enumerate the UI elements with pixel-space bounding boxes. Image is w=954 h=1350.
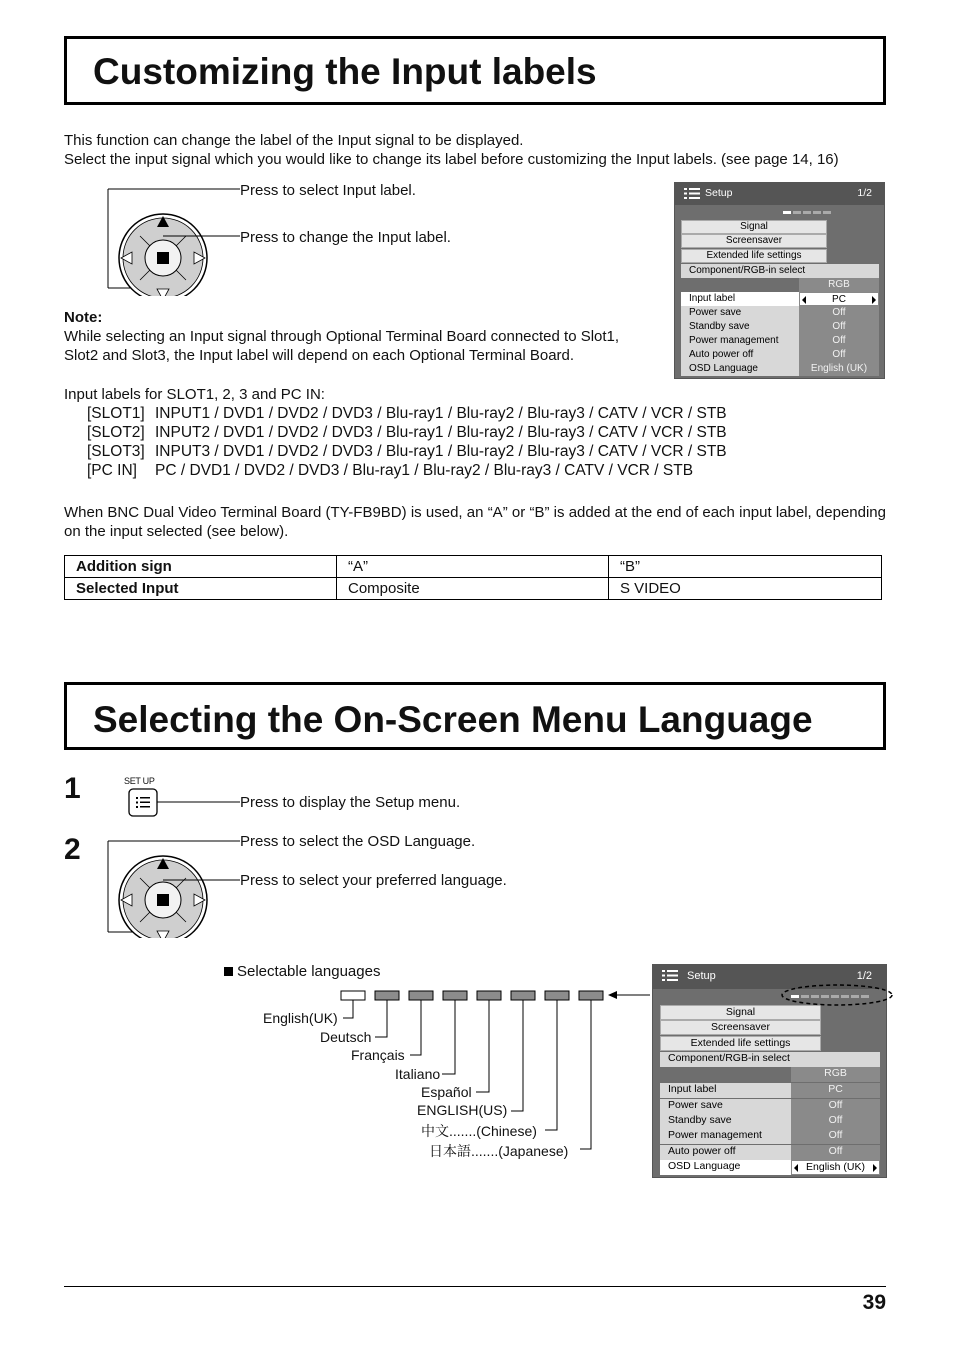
highlight-ellipse-icon: [780, 983, 894, 1007]
left-arrow-icon: [802, 296, 806, 304]
menu-row-input-label[interactable]: [660, 1083, 880, 1098]
intro-line-2: Select the input signal which you would like to change its label before customizing the Input labels. (see page 14, 16): [64, 151, 839, 168]
instr-select-osd: Press to select the OSD Language.: [240, 833, 476, 850]
menu-button-screensaver[interactable]: Screensaver: [681, 234, 827, 248]
setup-menu-input-label: [674, 182, 885, 379]
footer-rule: [64, 1286, 886, 1287]
menu-row-label: OSD Language: [681, 362, 799, 376]
menu-title: Setup: [687, 970, 716, 982]
left-arrow-icon: [794, 1164, 798, 1172]
menu-row-auto-power-off[interactable]: [660, 1145, 880, 1160]
menu-list-icon: [684, 188, 700, 199]
table-row: [65, 578, 882, 600]
menu-button-screensaver[interactable]: Screensaver: [660, 1020, 821, 1035]
section2-title-box: [64, 682, 886, 750]
table-cell: Composite: [337, 578, 609, 600]
setup-key-label: SET UP: [124, 776, 155, 786]
bnc-paragraph: When BNC Dual Video Terminal Board (TY-FB9BD) is used, an “A” or “B” is added at the end of each input label, depending on the input selected (see below).: [64, 504, 886, 540]
menu-row-osd-language[interactable]: [660, 1160, 880, 1175]
menu-row-power-save[interactable]: [660, 1099, 880, 1114]
menu-button-signal[interactable]: Signal: [660, 1005, 821, 1020]
language-label: Deutsch: [320, 1029, 372, 1045]
slot-tag: [PC IN]: [87, 462, 137, 479]
menu-row-label: Component/RGB-in select: [660, 1052, 880, 1067]
instr-change-input-label: Press to change the Input label.: [240, 229, 451, 246]
instr-select-language: Press to select your preferred language.: [240, 872, 507, 889]
menu-row-standby-save[interactable]: [660, 1114, 880, 1129]
menu-row-label: Auto power off: [660, 1145, 791, 1160]
table-cell: Selected Input: [65, 578, 337, 600]
menu-button-extended-life[interactable]: Extended life settings: [681, 249, 827, 263]
menu-row-label: Input label: [660, 1083, 791, 1098]
table-cell: S VIDEO: [609, 578, 882, 600]
table-row: [65, 556, 882, 578]
note-line-2: Slot2 and Slot3, the Input label will depend on each Optional Terminal Board.: [64, 347, 575, 364]
menu-row-osd-language[interactable]: [681, 362, 879, 376]
step-number-2: 2: [64, 833, 81, 866]
menu-row-power-management[interactable]: [660, 1129, 880, 1144]
menu-button-signal[interactable]: Signal: [681, 220, 827, 234]
language-label: 日本語.......(Japanese): [429, 1143, 569, 1159]
menu-row-power-management[interactable]: [681, 334, 879, 348]
slot-row: [87, 442, 727, 461]
menu-row-value: RGB: [791, 1067, 880, 1082]
remote-dpad-icon: [100, 184, 240, 296]
menu-page-dots: [783, 211, 831, 214]
right-arrow-icon: [873, 1164, 877, 1172]
menu-row-value: Off: [799, 306, 879, 320]
menu-row-value-text: PC: [832, 294, 846, 305]
menu-row-label: Component/RGB-in select: [681, 264, 879, 278]
menu-row-value: PC: [791, 1083, 880, 1098]
language-label: 中文.......(Chinese): [421, 1123, 537, 1139]
menu-row-input-label[interactable]: [681, 292, 879, 306]
slot-row: [87, 404, 727, 423]
table-cell: Addition sign: [65, 556, 337, 578]
language-label: Italiano: [395, 1066, 441, 1082]
menu-row-component[interactable]: [681, 264, 879, 278]
bullet-square-icon: [224, 967, 233, 976]
menu-row-value: RGB: [799, 278, 879, 292]
menu-row-value: [799, 292, 879, 306]
remote-dpad-icon: [100, 836, 240, 938]
menu-row-component-value: [681, 278, 879, 292]
menu-row-value: Off: [799, 348, 879, 362]
instr-display-setup: Press to display the Setup menu.: [240, 794, 461, 811]
menu-row-label: Power save: [660, 1099, 791, 1114]
menu-list-icon: [662, 970, 678, 981]
setup-button-icon[interactable]: [128, 788, 240, 818]
menu-row-label: Power management: [660, 1129, 791, 1144]
page-number: 39: [862, 1291, 886, 1314]
section1-title: Customizing the Input labels: [93, 51, 597, 92]
language-label: Français: [351, 1047, 405, 1063]
menu-row-label: Power save: [681, 306, 799, 320]
menu-row-value: Off: [799, 320, 879, 334]
slot-tag: [SLOT3]: [87, 443, 145, 460]
slot-values: PC / DVD1 / DVD2 / DVD3 / Blu-ray1 / Blu-ray2 / Blu-ray3 / CATV / VCR / STB: [155, 462, 694, 479]
slot-values: INPUT1 / DVD1 / DVD2 / DVD3 / Blu-ray1 / Blu-ray2 / Blu-ray3 / CATV / VCR / STB: [155, 405, 727, 422]
instr-select-input-label: Press to select Input label.: [240, 182, 416, 199]
menu-row-value: English (UK): [799, 362, 879, 376]
menu-row-label: Standby save: [681, 320, 799, 334]
language-label: ENGLISH(US): [417, 1102, 508, 1118]
note-line-1: While selecting an Input signal through Optional Terminal Board connected to Slot1,: [64, 328, 620, 345]
language-label: Español: [421, 1084, 472, 1100]
selectable-languages-heading: Selectable languages: [237, 963, 381, 980]
section1-title-box: [64, 36, 886, 105]
menu-row-value: Off: [791, 1145, 880, 1160]
language-label: English(UK): [263, 1010, 338, 1026]
slot-tag: [SLOT1]: [87, 405, 145, 422]
menu-row-label: Standby save: [660, 1114, 791, 1129]
menu-row-auto-power-off[interactable]: [681, 348, 879, 362]
menu-row-value: Off: [791, 1099, 880, 1114]
menu-row-component-value: [660, 1067, 880, 1082]
menu-page: 1/2: [856, 970, 872, 982]
slot-row: [87, 461, 693, 480]
menu-row-component[interactable]: [660, 1052, 880, 1067]
menu-row-label: OSD Language: [660, 1160, 791, 1175]
menu-page: 1/2: [857, 187, 872, 199]
menu-row-value: Off: [791, 1114, 880, 1129]
menu-header: [675, 183, 884, 205]
menu-row-label: Power management: [681, 334, 799, 348]
slot-values: INPUT2 / DVD1 / DVD2 / DVD3 / Blu-ray1 / Blu-ray2 / Blu-ray3 / CATV / VCR / STB: [155, 424, 727, 441]
menu-row-value-text: English (UK): [806, 1161, 865, 1173]
menu-row-value: Off: [799, 334, 879, 348]
labels-heading: Input labels for SLOT1, 2, 3 and PC IN:: [64, 386, 325, 403]
step-number-1: 1: [64, 772, 81, 805]
menu-row-label: Auto power off: [681, 348, 799, 362]
table-cell: “A”: [337, 556, 609, 578]
menu-row-standby-save[interactable]: [681, 320, 879, 334]
intro-line-1: This function can change the label of the Input signal to be displayed.: [64, 132, 524, 149]
addition-sign-table: [64, 555, 882, 600]
menu-row-power-save[interactable]: [681, 306, 879, 320]
right-arrow-icon: [872, 296, 876, 304]
table-cell: “B”: [609, 556, 882, 578]
section2-title: Selecting the On-Screen Menu Language: [93, 699, 813, 740]
menu-title: Setup: [705, 187, 733, 199]
slot-values: INPUT3 / DVD1 / DVD2 / DVD3 / Blu-ray1 / Blu-ray2 / Blu-ray3 / CATV / VCR / STB: [155, 443, 727, 460]
menu-row-label: Input label: [681, 292, 799, 306]
menu-row-value: Off: [791, 1129, 880, 1144]
slot-tag: [SLOT2]: [87, 424, 145, 441]
note-heading: Note:: [64, 309, 103, 326]
menu-button-extended-life[interactable]: Extended life settings: [660, 1036, 821, 1051]
menu-row-value: [791, 1160, 880, 1175]
slot-row: [87, 423, 727, 442]
